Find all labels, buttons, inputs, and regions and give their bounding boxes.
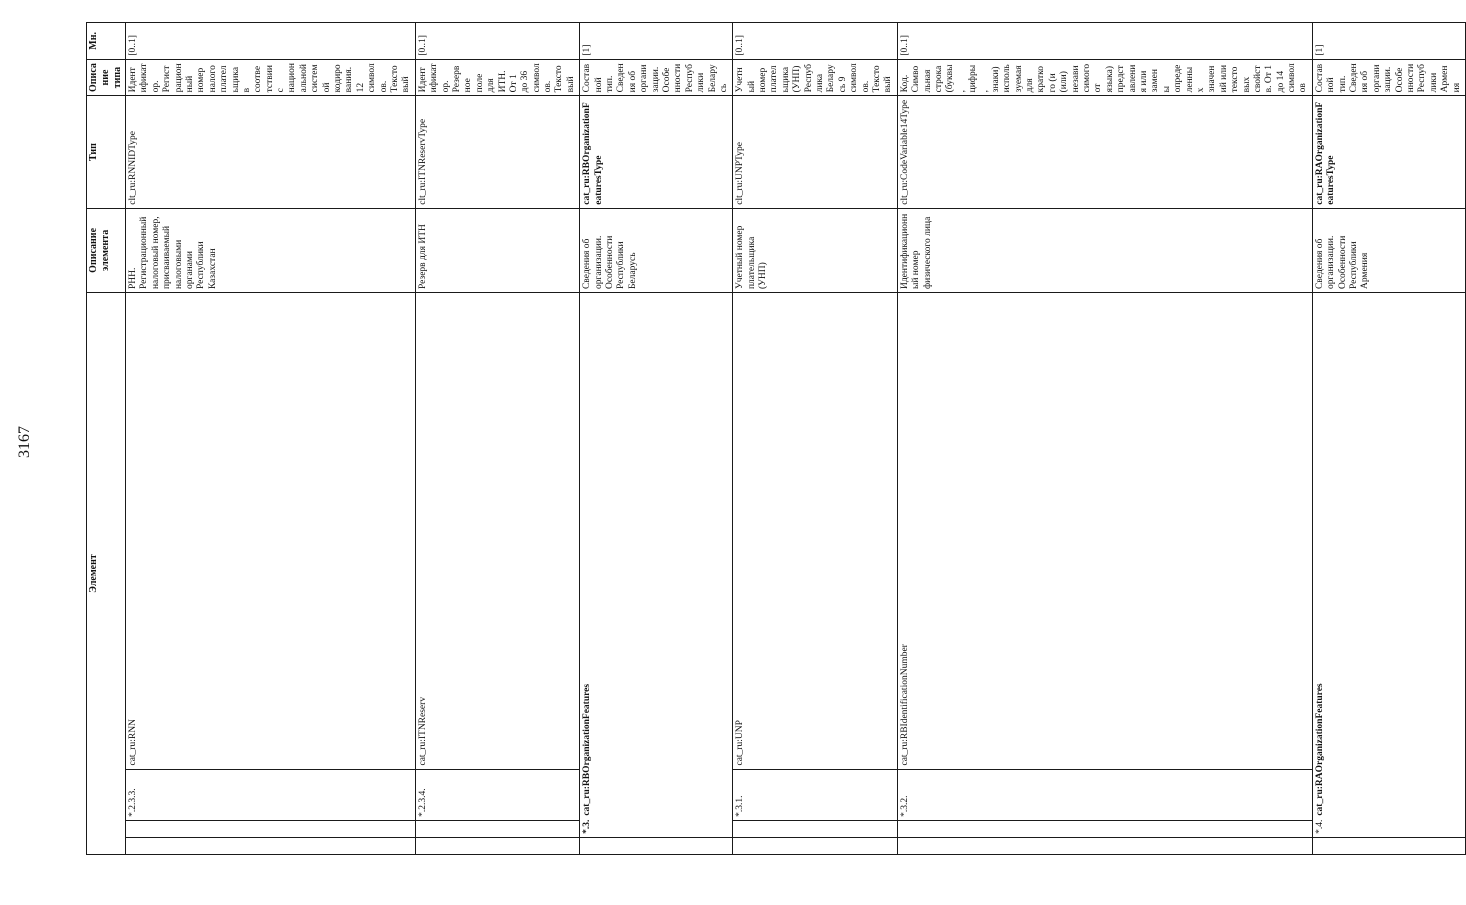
indent-cell bbox=[1312, 837, 1465, 854]
header-description: Описание элемента bbox=[87, 208, 126, 292]
multiplicity: [0..1] bbox=[126, 23, 416, 60]
indent-cell bbox=[580, 837, 733, 854]
multiplicity: [1] bbox=[1312, 23, 1465, 60]
element-description: Идентификационный номер физического лица bbox=[897, 208, 1312, 292]
indent-cell bbox=[126, 837, 416, 854]
indent-cell bbox=[733, 837, 897, 854]
rotated-table-container bbox=[86, 22, 1462, 855]
indent-cell bbox=[415, 837, 579, 854]
header-element: Элемент bbox=[87, 293, 126, 855]
indent-cell bbox=[733, 820, 897, 837]
element-name: cat_ru:RBIdentificationNumber bbox=[897, 293, 1312, 769]
type-description: Учетный номер плательщика (УНП) Республика Беларусь 9 символов. Текстовый bbox=[733, 59, 897, 96]
element-type: cat_ru:RBOrganizationFeaturesType bbox=[580, 96, 733, 208]
element-name-text: cat_ru:RBOrganizationFeatures bbox=[582, 683, 593, 816]
element-name: cat_ru:ITNReserv bbox=[415, 293, 579, 769]
type-description: Составной тип. Сведения об организации. Особенности Республики Беларусь bbox=[580, 59, 733, 96]
table-row bbox=[1312, 23, 1465, 855]
multiplicity: [1] bbox=[580, 23, 733, 60]
element-type: cat_ru:RAOrganizationFeaturesType bbox=[1312, 96, 1465, 208]
multiplicity: [0..1] bbox=[897, 23, 1312, 60]
row-number: *.3. bbox=[582, 819, 593, 834]
multiplicity: [0..1] bbox=[415, 23, 579, 60]
table-row bbox=[415, 23, 579, 855]
element-description: Учетный номер плательщика (УНП) bbox=[733, 208, 897, 292]
indent-cell bbox=[897, 837, 1312, 854]
type-description: Идентификатор. Резервное поле для ИТН. От 1 до 36 символов. Текстовый bbox=[415, 59, 579, 96]
element-name: cat_ru:UNP bbox=[733, 293, 897, 769]
header-multiplicity: Мн. bbox=[87, 23, 126, 60]
indent-cell bbox=[415, 820, 579, 837]
element-description: Сведения об организации. Особенности Республики Армения bbox=[1312, 208, 1465, 292]
header-type: Тип bbox=[87, 96, 126, 208]
element-name: cat_ru:RNN bbox=[126, 293, 416, 769]
table-row bbox=[733, 23, 897, 855]
element-type: clt_ru:RNNIDType bbox=[126, 96, 416, 208]
multiplicity: [0..1] bbox=[733, 23, 897, 60]
header-type-description: Описание типа bbox=[87, 59, 126, 96]
indent-cell bbox=[126, 820, 416, 837]
element-description: РНН. Регистрационный налоговый номер, присваиваемый налоговыми органами Республики Казахстан bbox=[126, 208, 416, 292]
type-description: Идентификатор. Регистрационный номер налогоплательщика в соответствии с национальной системой кодирования. 12 символов. Текстовый bbox=[126, 59, 416, 96]
row-number: *.3.2. bbox=[897, 769, 1312, 820]
element-name bbox=[1312, 293, 1465, 838]
row-number: *.2.3.3. bbox=[126, 769, 416, 820]
element-description: Резерв для ИТН bbox=[415, 208, 579, 292]
element-name-text: cat_ru:RAOrganizationFeatures bbox=[1314, 683, 1325, 816]
page-number: 3167 bbox=[16, 426, 33, 458]
type-description: Код. Символьная строка (буквы, цифры, знаки) используемая для краткого (и (или) независимого от языка) представления или замены определенных значений или текстовых свойств. От 1 до 14 символов bbox=[897, 59, 1312, 96]
element-description: Сведения об организации. Особенности Республики Беларусь bbox=[580, 208, 733, 292]
row-number: *.3.1. bbox=[733, 769, 897, 820]
element-type: clt_ru:CodeVariable14Type bbox=[897, 96, 1312, 208]
header-row bbox=[87, 23, 126, 855]
row-number: *.2.3.4. bbox=[415, 769, 579, 820]
table-row bbox=[580, 23, 733, 855]
elements-table bbox=[86, 22, 1466, 855]
type-description: Составной тип. Сведения об организации. Особенности Республики Армения bbox=[1312, 59, 1465, 96]
table-row bbox=[126, 23, 416, 855]
indent-cell bbox=[897, 820, 1312, 837]
element-type: clt_ru:ITNReservType bbox=[415, 96, 579, 208]
element-type: clt_ru:UNPType bbox=[733, 96, 897, 208]
table-row bbox=[897, 23, 1312, 855]
row-number: *.4. bbox=[1314, 819, 1325, 834]
element-name bbox=[580, 293, 733, 838]
